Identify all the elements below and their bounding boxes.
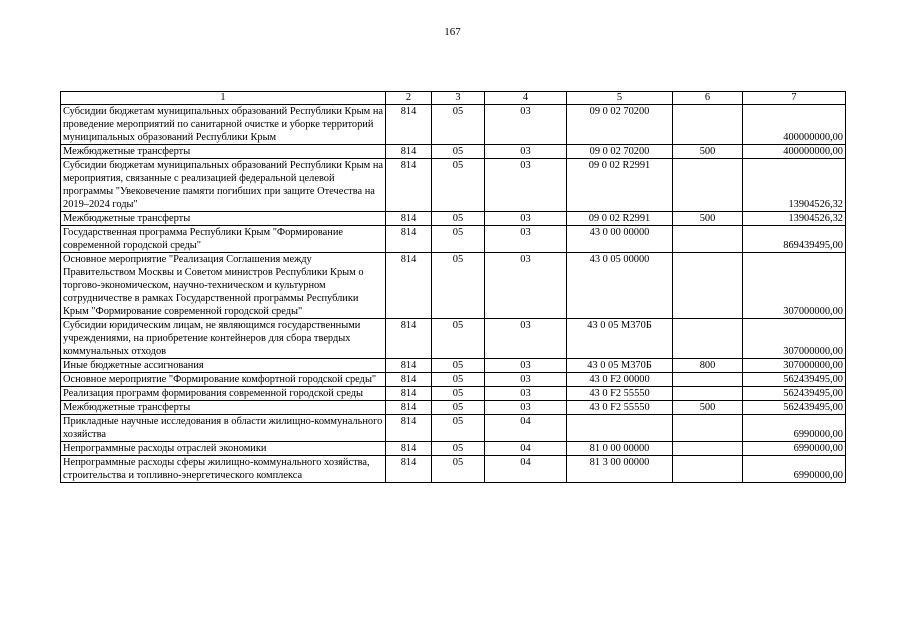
target-article-code: 43 0 05 М370Б bbox=[567, 319, 673, 359]
amount: 562439495,00 bbox=[743, 387, 846, 401]
grbs-code: 814 bbox=[386, 159, 432, 212]
table-row bbox=[61, 253, 846, 319]
budget-table bbox=[60, 91, 846, 483]
subsection-code: 03 bbox=[485, 401, 567, 415]
expense-type-code bbox=[673, 415, 743, 442]
section-code: 05 bbox=[432, 359, 485, 373]
amount: 562439495,00 bbox=[743, 373, 846, 387]
grbs-code: 814 bbox=[386, 415, 432, 442]
section-code: 05 bbox=[432, 415, 485, 442]
expense-type-code bbox=[673, 442, 743, 456]
table-row bbox=[61, 415, 846, 442]
subsection-code: 03 bbox=[485, 159, 567, 212]
item-name: Иные бюджетные ассигнования bbox=[61, 359, 386, 373]
item-name: Основное мероприятие "Реализация Соглашения между Правительством Москвы и Советом министров Республики Крым о торгово-экономическом, научно-техническом и культурном сотрудничестве в рамках Государственной программы Республики Крым "Формирование современной городской среды" bbox=[61, 253, 386, 319]
item-name: Межбюджетные трансферты bbox=[61, 401, 386, 415]
amount: 400000000,00 bbox=[743, 145, 846, 159]
header-cell: 2 bbox=[386, 92, 432, 105]
header-cell: 4 bbox=[485, 92, 567, 105]
section-code: 05 bbox=[432, 212, 485, 226]
expense-type-code bbox=[673, 226, 743, 253]
expense-type-code bbox=[673, 253, 743, 319]
target-article-code: 43 0 F2 55550 bbox=[567, 401, 673, 415]
amount: 562439495,00 bbox=[743, 401, 846, 415]
section-code: 05 bbox=[432, 401, 485, 415]
subsection-code: 03 bbox=[485, 212, 567, 226]
header-cell: 7 bbox=[743, 92, 846, 105]
section-code: 05 bbox=[432, 253, 485, 319]
expense-type-code: 500 bbox=[673, 212, 743, 226]
section-code: 05 bbox=[432, 105, 485, 145]
header-cell: 6 bbox=[673, 92, 743, 105]
expense-type-code bbox=[673, 373, 743, 387]
grbs-code: 814 bbox=[386, 145, 432, 159]
amount: 307000000,00 bbox=[743, 359, 846, 373]
section-code: 05 bbox=[432, 319, 485, 359]
section-code: 05 bbox=[432, 456, 485, 483]
item-name: Реализация программ формирования современной городской среды bbox=[61, 387, 386, 401]
table-row bbox=[61, 319, 846, 359]
target-article-code: 09 0 02 R2991 bbox=[567, 159, 673, 212]
expense-type-code bbox=[673, 387, 743, 401]
amount: 869439495,00 bbox=[743, 226, 846, 253]
subsection-code: 03 bbox=[485, 145, 567, 159]
subsection-code: 03 bbox=[485, 226, 567, 253]
item-name: Основное мероприятие "Формирование комфортной городской среды" bbox=[61, 373, 386, 387]
expense-type-code bbox=[673, 105, 743, 145]
table-row bbox=[61, 401, 846, 415]
subsection-code: 04 bbox=[485, 415, 567, 442]
grbs-code: 814 bbox=[386, 319, 432, 359]
target-article-code: 09 0 02 R2991 bbox=[567, 212, 673, 226]
table-row bbox=[61, 145, 846, 159]
expense-type-code: 500 bbox=[673, 401, 743, 415]
table-row bbox=[61, 359, 846, 373]
grbs-code: 814 bbox=[386, 401, 432, 415]
target-article-code: 09 0 02 70200 bbox=[567, 145, 673, 159]
grbs-code: 814 bbox=[386, 253, 432, 319]
expense-type-code bbox=[673, 319, 743, 359]
section-code: 05 bbox=[432, 145, 485, 159]
amount: 307000000,00 bbox=[743, 319, 846, 359]
expense-type-code bbox=[673, 456, 743, 483]
subsection-code: 03 bbox=[485, 359, 567, 373]
subsection-code: 03 bbox=[485, 253, 567, 319]
amount: 6990000,00 bbox=[743, 415, 846, 442]
section-code: 05 bbox=[432, 373, 485, 387]
expense-type-code bbox=[673, 159, 743, 212]
grbs-code: 814 bbox=[386, 359, 432, 373]
target-article-code: 43 0 05 М370Б bbox=[567, 359, 673, 373]
item-name: Субсидии бюджетам муниципальных образований Республики Крым на мероприятия, связанные с реализацией федеральной целевой программы "Увековечение памяти погибших при защите Отечества на 2019–2024 годы" bbox=[61, 159, 386, 212]
header-row bbox=[61, 92, 846, 105]
item-name: Субсидии бюджетам муниципальных образований Республики Крым на проведение мероприятий по санитарной очистке и уборке территорий муниципальных образований Республики Крым bbox=[61, 105, 386, 145]
table-row bbox=[61, 105, 846, 145]
section-code: 05 bbox=[432, 159, 485, 212]
section-code: 05 bbox=[432, 387, 485, 401]
target-article-code: 43 0 F2 55550 bbox=[567, 387, 673, 401]
subsection-code: 03 bbox=[485, 105, 567, 145]
table-row bbox=[61, 387, 846, 401]
grbs-code: 814 bbox=[386, 105, 432, 145]
header-cell: 5 bbox=[567, 92, 673, 105]
amount: 13904526,32 bbox=[743, 159, 846, 212]
amount: 13904526,32 bbox=[743, 212, 846, 226]
item-name: Субсидии юридическим лицам, не являющимся государственными учреждениями, на приобретение контейнеров для сбора твердых коммунальных отходов bbox=[61, 319, 386, 359]
target-article-code: 09 0 02 70200 bbox=[567, 105, 673, 145]
table-row bbox=[61, 159, 846, 212]
amount: 400000000,00 bbox=[743, 105, 846, 145]
item-name: Межбюджетные трансферты bbox=[61, 212, 386, 226]
target-article-code: 81 0 00 00000 bbox=[567, 442, 673, 456]
target-article-code bbox=[567, 415, 673, 442]
table-row bbox=[61, 442, 846, 456]
grbs-code: 814 bbox=[386, 442, 432, 456]
page-number: 167 bbox=[444, 26, 461, 38]
item-name: Межбюджетные трансферты bbox=[61, 145, 386, 159]
header-cell: 1 bbox=[61, 92, 386, 105]
grbs-code: 814 bbox=[386, 456, 432, 483]
expense-type-code: 500 bbox=[673, 145, 743, 159]
header-cell: 3 bbox=[432, 92, 485, 105]
table-row bbox=[61, 456, 846, 483]
subsection-code: 03 bbox=[485, 387, 567, 401]
table-row bbox=[61, 226, 846, 253]
item-name: Прикладные научные исследования в области жилищно-коммунального хозяйства bbox=[61, 415, 386, 442]
grbs-code: 814 bbox=[386, 226, 432, 253]
section-code: 05 bbox=[432, 442, 485, 456]
section-code: 05 bbox=[432, 226, 485, 253]
amount: 6990000,00 bbox=[743, 456, 846, 483]
subsection-code: 04 bbox=[485, 442, 567, 456]
subsection-code: 04 bbox=[485, 456, 567, 483]
grbs-code: 814 bbox=[386, 373, 432, 387]
target-article-code: 81 3 00 00000 bbox=[567, 456, 673, 483]
target-article-code: 43 0 05 00000 bbox=[567, 253, 673, 319]
subsection-code: 03 bbox=[485, 319, 567, 359]
target-article-code: 43 0 00 00000 bbox=[567, 226, 673, 253]
expense-type-code: 800 bbox=[673, 359, 743, 373]
amount: 6990000,00 bbox=[743, 442, 846, 456]
target-article-code: 43 0 F2 00000 bbox=[567, 373, 673, 387]
item-name: Непрограммные расходы отраслей экономики bbox=[61, 442, 386, 456]
table-row bbox=[61, 212, 846, 226]
amount: 307000000,00 bbox=[743, 253, 846, 319]
item-name: Непрограммные расходы сферы жилищно-коммунального хозяйства, строительства и топливно-энергетического комплекса bbox=[61, 456, 386, 483]
grbs-code: 814 bbox=[386, 212, 432, 226]
table-row bbox=[61, 373, 846, 387]
subsection-code: 03 bbox=[485, 373, 567, 387]
item-name: Государственная программа Республики Крым "Формирование современной городской среды" bbox=[61, 226, 386, 253]
grbs-code: 814 bbox=[386, 387, 432, 401]
